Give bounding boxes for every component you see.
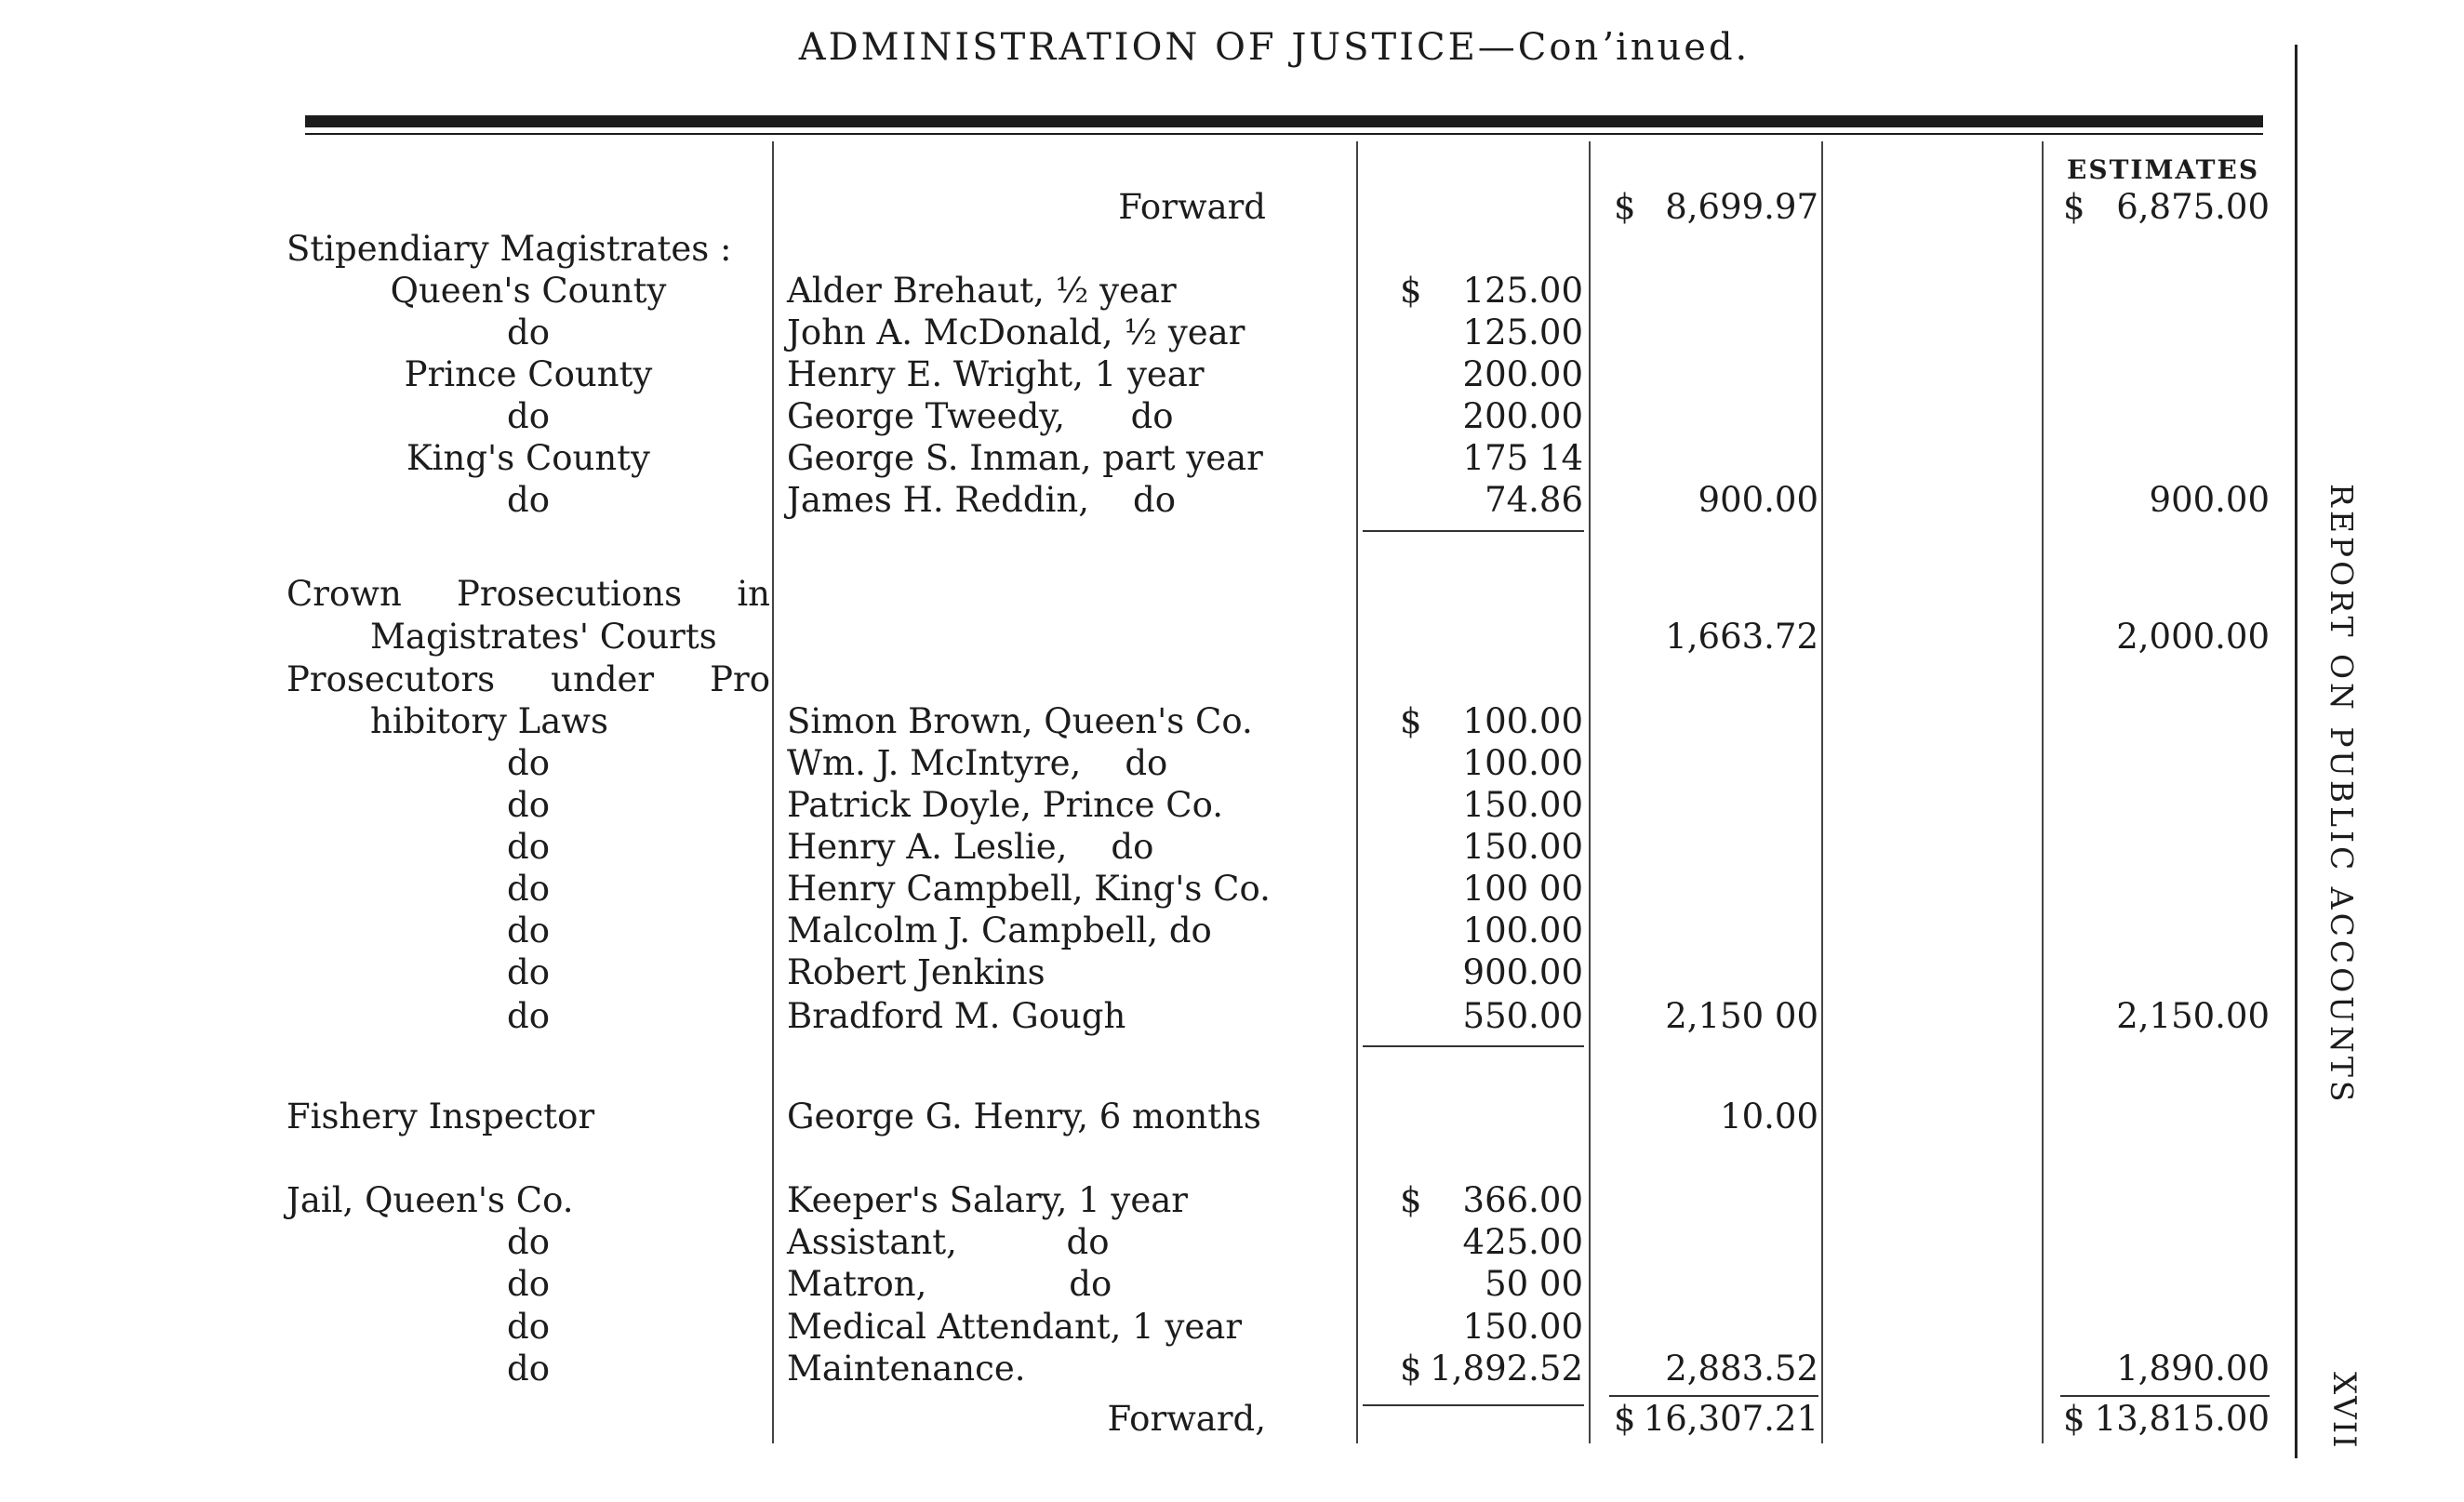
row-amount: 175 14 xyxy=(1462,438,1583,478)
table-row xyxy=(0,270,2270,312)
header-thick-rule xyxy=(305,115,2263,127)
row-amount: 200.00 xyxy=(1462,396,1583,436)
row-estimate: 13,815.00 xyxy=(2094,1399,2270,1439)
row-description: do xyxy=(507,743,550,783)
row-total: 1,663.72 xyxy=(1665,617,1818,657)
amount-currency: $ xyxy=(1400,701,1422,741)
row-payee: Maintenance. xyxy=(787,1349,1026,1389)
amount-currency: $ xyxy=(1400,271,1422,311)
row-total: 900.00 xyxy=(1698,480,1818,520)
row-payee: George S. Inman, part year xyxy=(787,438,1263,478)
total-rule xyxy=(1609,1395,1818,1397)
row-amount: 366.00 xyxy=(1462,1180,1583,1220)
side-report-title: REPORT ON PUBLIC ACCOUNTS xyxy=(2324,484,2360,1106)
row-amount: 1,892.52 xyxy=(1430,1349,1583,1389)
table-row xyxy=(0,826,2270,869)
row-payee: Keeper's Salary, 1 year xyxy=(787,1180,1188,1220)
row-amount: 74.86 xyxy=(1485,480,1583,520)
subtotal-rule xyxy=(1363,1045,1584,1047)
row-amount: 125.00 xyxy=(1462,312,1583,352)
row-description: Fishery Inspector xyxy=(286,1097,595,1136)
row-amount: 100 00 xyxy=(1462,869,1583,909)
row-description: do xyxy=(507,1264,550,1304)
table-row xyxy=(0,186,2270,229)
amount-currency: $ xyxy=(1400,1349,1422,1389)
total-currency: $ xyxy=(1614,1399,1636,1439)
table-row xyxy=(0,1263,2270,1306)
row-total: 2,150 00 xyxy=(1665,996,1818,1036)
row-description: do xyxy=(507,827,550,867)
row-payee: George Tweedy, do xyxy=(787,396,1174,436)
table-row xyxy=(0,228,2270,271)
row-payee: Bradford M. Gough xyxy=(787,996,1126,1036)
row-amount: 150.00 xyxy=(1462,785,1583,825)
table-row xyxy=(0,1348,2270,1390)
row-total: 8,699.97 xyxy=(1665,187,1818,227)
row-description: Queen's County xyxy=(390,271,667,311)
row-description: do xyxy=(507,312,550,352)
row-payee: Alder Brehaut, ½ year xyxy=(787,271,1177,311)
row-description: King's County xyxy=(406,438,650,478)
row-description: do xyxy=(507,1222,550,1262)
total-currency: $ xyxy=(1614,187,1636,227)
row-amount: 50 00 xyxy=(1485,1264,1583,1304)
row-total: 10.00 xyxy=(1720,1097,1818,1136)
subtotal-rule xyxy=(1363,530,1584,532)
row-payee: Malcolm J. Campbell, do xyxy=(787,911,1212,950)
estimate-currency: $ xyxy=(2063,187,2085,227)
row-payee: Henry Campbell, King's Co. xyxy=(787,869,1271,909)
row-payee: James H. Reddin, do xyxy=(787,480,1176,520)
estimates-heading: ESTIMATES xyxy=(2067,154,2260,185)
row-description: Jail, Queen's Co. xyxy=(286,1180,574,1220)
page-title: ADMINISTRATION OF JUSTICE—Conʼinued. xyxy=(798,26,1751,69)
row-payee: Robert Jenkins xyxy=(787,952,1046,992)
row-description: do xyxy=(507,785,550,825)
row-description: do xyxy=(507,1307,550,1347)
page-edge-rule xyxy=(2295,45,2298,1458)
row-description: hibitory Laws xyxy=(370,701,608,741)
row-payee: Medical Attendant, 1 year xyxy=(787,1307,1243,1347)
row-amount: 100.00 xyxy=(1462,701,1583,741)
row-payee: Assistant, do xyxy=(787,1222,1110,1262)
row-description: do xyxy=(507,869,550,909)
row-total: 2,883.52 xyxy=(1665,1349,1818,1389)
row-amount: 150.00 xyxy=(1462,827,1583,867)
table-row xyxy=(0,395,2270,438)
row-payee: Patrick Doyle, Prince Co. xyxy=(787,785,1224,825)
table-row xyxy=(0,353,2270,396)
table-row xyxy=(0,1096,2270,1138)
table-row xyxy=(0,784,2270,827)
row-payee: John A. McDonald, ½ year xyxy=(787,312,1245,352)
table-row xyxy=(0,742,2270,785)
row-description: Crown Prosecutions in xyxy=(286,574,770,614)
table-row xyxy=(0,995,2270,1038)
row-description: do xyxy=(507,911,550,950)
row-estimate: 2,000.00 xyxy=(2116,617,2270,657)
table-row xyxy=(0,700,2270,743)
estimate-total-rule xyxy=(2060,1395,2270,1397)
table-row xyxy=(0,658,2270,701)
row-description: Prince County xyxy=(404,354,653,394)
row-amount: 200.00 xyxy=(1462,354,1583,394)
amount-currency: $ xyxy=(1400,1180,1422,1220)
row-amount: 550.00 xyxy=(1462,996,1583,1036)
row-amount: 100.00 xyxy=(1462,911,1583,950)
table-row xyxy=(0,1221,2270,1264)
row-amount: 150.00 xyxy=(1462,1307,1583,1347)
row-estimate: 2,150.00 xyxy=(2116,996,2270,1036)
row-payee: Forward, xyxy=(1107,1399,1266,1439)
table-row xyxy=(0,1179,2270,1222)
header-thin-rule xyxy=(305,133,2263,135)
row-description: Magistrates' Courts xyxy=(370,617,717,657)
estimate-currency: $ xyxy=(2063,1399,2085,1439)
row-amount: 125.00 xyxy=(1462,271,1583,311)
table-row xyxy=(0,868,2270,911)
row-description: do xyxy=(507,952,550,992)
row-description: Prosecutors under Pro xyxy=(286,659,770,699)
row-payee: Simon Brown, Queen's Co. xyxy=(787,701,1253,741)
row-description: do xyxy=(507,480,550,520)
table-row xyxy=(0,312,2270,354)
row-description: do xyxy=(507,1349,550,1389)
row-amount: 100.00 xyxy=(1462,743,1583,783)
table-row xyxy=(0,437,2270,480)
table-row xyxy=(0,951,2270,994)
row-payee: George G. Henry, 6 months xyxy=(787,1097,1261,1136)
row-description: Stipendiary Magistrates : xyxy=(286,229,732,269)
row-total: 16,307.21 xyxy=(1643,1399,1818,1439)
row-description: do xyxy=(507,396,550,436)
row-amount: 425.00 xyxy=(1462,1222,1583,1262)
table-row xyxy=(0,573,2270,616)
row-payee: Forward xyxy=(1118,187,1266,227)
table-row xyxy=(0,616,2270,658)
row-payee: Henry E. Wright, 1 year xyxy=(787,354,1205,394)
table-row xyxy=(0,1306,2270,1349)
row-payee: Matron, do xyxy=(787,1264,1112,1304)
row-amount: 900.00 xyxy=(1462,952,1583,992)
row-description: do xyxy=(507,996,550,1036)
page-number: XVII xyxy=(2325,1372,2363,1450)
row-estimate: 900.00 xyxy=(2149,480,2270,520)
row-payee: Henry A. Leslie, do xyxy=(787,827,1154,867)
table-row xyxy=(0,1398,2270,1441)
table-row xyxy=(0,479,2270,522)
row-payee: Wm. J. McIntyre, do xyxy=(787,743,1168,783)
table-row xyxy=(0,910,2270,952)
row-estimate: 1,890.00 xyxy=(2116,1349,2270,1389)
row-estimate: 6,875.00 xyxy=(2116,187,2270,227)
